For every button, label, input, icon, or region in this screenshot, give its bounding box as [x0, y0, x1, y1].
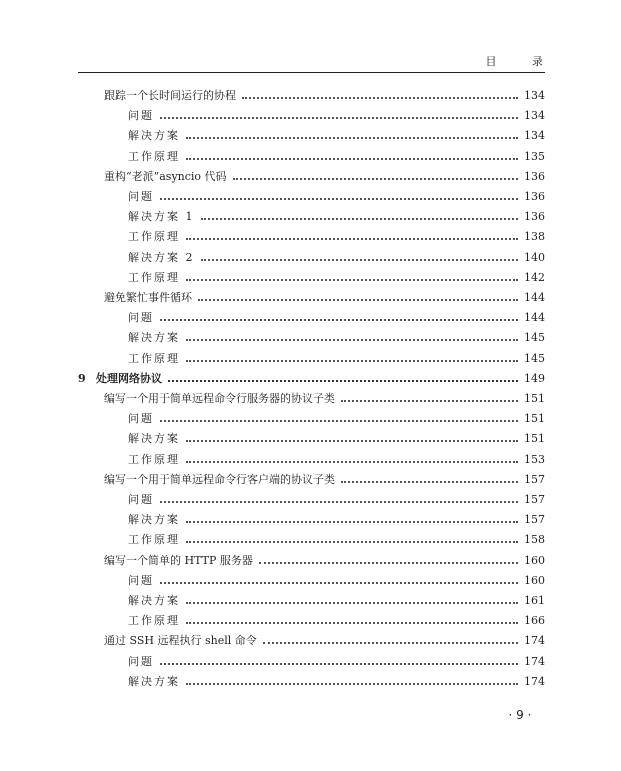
toc-page-number: 166	[524, 614, 545, 628]
dot-leader	[242, 96, 518, 99]
dot-leader	[160, 500, 518, 503]
toc-subsection-entry[interactable]	[128, 591, 545, 611]
toc-subsection-entry[interactable]	[128, 490, 545, 510]
dot-leader	[160, 318, 518, 321]
dot-leader	[186, 682, 518, 685]
toc-subsection-entry[interactable]	[128, 308, 545, 328]
toc-section-entry[interactable]	[104, 631, 545, 651]
toc-entry-label: 解决方案 1	[128, 210, 195, 224]
toc-chapter-entry[interactable]	[78, 369, 545, 389]
toc-subsection-entry[interactable]	[128, 530, 545, 550]
toc-page-number: 160	[524, 553, 545, 567]
toc-entry-label: 工作原理	[128, 452, 180, 466]
toc-subsection-entry[interactable]	[128, 571, 545, 591]
toc-section-entry[interactable]	[104, 551, 545, 571]
toc-entry-label: 重构“老派”asyncio 代码	[104, 169, 227, 183]
toc-entry-label: 解决方案	[128, 513, 180, 527]
dot-leader	[186, 601, 518, 604]
toc-entry-label: 通过 SSH 远程执行 shell 命令	[104, 634, 257, 648]
dot-leader	[201, 258, 519, 261]
toc-page-number: 157	[524, 493, 545, 506]
toc-subsection-entry[interactable]	[128, 147, 545, 167]
dot-leader	[160, 197, 518, 200]
toc-subsection-entry[interactable]	[128, 207, 545, 227]
toc-entry-label: 问题	[128, 493, 154, 506]
toc-entry-label: 解决方案	[128, 331, 180, 345]
toc-page-number: 157	[524, 472, 545, 486]
toc-subsection-entry[interactable]	[128, 349, 545, 369]
toc-subsection-entry[interactable]	[128, 429, 545, 449]
toc-entry-label: 问题	[128, 190, 154, 203]
dot-leader	[186, 338, 518, 341]
toc-entry-label: 工作原理	[128, 351, 180, 365]
toc-subsection-entry[interactable]	[128, 652, 545, 672]
toc-page-number: 145	[524, 351, 545, 365]
toc-section-entry[interactable]	[104, 470, 545, 490]
toc-entry-label: 问题	[128, 654, 154, 668]
toc-subsection-entry[interactable]	[128, 510, 545, 530]
toc-page-number: 138	[524, 230, 545, 244]
dot-leader	[160, 662, 518, 665]
toc-section-entry[interactable]	[104, 288, 545, 308]
toc-page-number: 160	[524, 573, 545, 587]
toc-entry-label: 解决方案	[128, 432, 180, 446]
toc-entry-label: 跟踪一个长时间运行的协程	[104, 89, 236, 102]
toc-entry-label: 问题	[128, 412, 154, 426]
toc-page-number: 174	[524, 674, 545, 688]
toc-entry-label: 工作原理	[128, 230, 180, 244]
toc-page-number: 149	[524, 371, 545, 385]
toc-entry-label: 解决方案 2	[128, 250, 195, 264]
toc-entry-label: 编写一个用于简单远程命令行服务器的协议子类	[104, 392, 335, 405]
dot-leader	[186, 460, 518, 463]
toc-page-number: 151	[524, 432, 545, 446]
running-header	[78, 52, 559, 73]
dot-leader	[186, 520, 518, 523]
toc-entry-label: 工作原理	[128, 149, 180, 163]
toc-subsection-entry[interactable]	[128, 187, 545, 207]
toc-entry-label: 工作原理	[128, 614, 180, 628]
header-title: 目 录	[485, 55, 559, 68]
toc-page-number: 151	[524, 412, 545, 426]
toc-entry-label: 工作原理	[128, 533, 180, 547]
toc-chapter-title: 处理网络协议	[96, 371, 162, 385]
toc-section-entry[interactable]	[104, 389, 545, 409]
toc-entry-label: 解决方案	[128, 594, 180, 607]
toc-page-number: 145	[524, 331, 545, 345]
dot-leader	[259, 561, 518, 564]
toc-page-number: 136	[524, 169, 545, 183]
toc-page-number: 134	[524, 109, 545, 123]
toc-page-number: 174	[524, 654, 545, 668]
toc-page-number: 161	[524, 594, 545, 607]
dot-leader	[160, 419, 518, 422]
dot-leader	[198, 298, 518, 301]
toc-page-number: 174	[524, 634, 545, 648]
dot-leader	[186, 157, 518, 160]
toc-page-number: 134	[524, 89, 545, 102]
toc-entry-label: 问题	[128, 109, 154, 123]
toc-page-number: 157	[524, 513, 545, 527]
toc-section-entry[interactable]	[104, 167, 545, 187]
toc-page-number: 135	[524, 149, 545, 163]
dot-leader	[341, 399, 518, 402]
toc-page-number: 136	[524, 190, 545, 203]
toc-page-number: 153	[524, 452, 545, 466]
toc-entry-label	[78, 369, 168, 389]
toc-subsection-entry[interactable]	[128, 409, 545, 429]
toc-page-number: 142	[524, 270, 545, 284]
toc-subsection-entry[interactable]	[128, 611, 545, 631]
dot-leader	[186, 278, 518, 281]
toc-entry-label: 避免繁忙事件循环	[104, 291, 192, 304]
toc-page-number: 158	[524, 533, 545, 547]
dot-leader	[186, 237, 518, 240]
dot-leader	[233, 177, 518, 180]
dot-leader	[263, 641, 518, 644]
toc-entry-label: 解决方案	[128, 674, 180, 688]
dot-leader	[186, 359, 518, 362]
dot-leader	[168, 379, 518, 382]
dot-leader	[341, 480, 518, 483]
toc-page-number: 136	[524, 210, 545, 224]
toc-page-number: 144	[524, 291, 545, 304]
toc-page-number: 140	[524, 250, 545, 264]
toc-entry-label: 工作原理	[128, 270, 180, 284]
dot-leader	[160, 116, 518, 119]
toc-chapter-number: 9	[78, 371, 86, 385]
toc-subsection-entry[interactable]	[128, 328, 545, 348]
toc-entry-label: 解决方案	[128, 129, 180, 143]
toc-entry-label: 问题	[128, 573, 154, 587]
dot-leader	[186, 621, 518, 624]
toc-entry-label: 编写一个简单的 HTTP 服务器	[104, 553, 253, 567]
dot-leader	[160, 581, 518, 584]
dot-leader	[201, 217, 519, 220]
toc-entry-label: 编写一个用于简单远程命令行客户端的协议子类	[104, 472, 335, 486]
toc-subsection-entry[interactable]	[128, 248, 545, 268]
toc-subsection-entry[interactable]	[128, 450, 545, 470]
dot-leader	[186, 439, 518, 442]
toc-page-number: 151	[524, 392, 545, 405]
toc-subsection-entry[interactable]	[128, 672, 545, 692]
dot-leader	[186, 136, 518, 139]
toc-subsection-entry[interactable]	[128, 106, 545, 126]
toc-subsection-entry[interactable]	[128, 268, 545, 288]
toc-page-number: 134	[524, 129, 545, 143]
toc-subsection-entry[interactable]	[128, 227, 545, 247]
dot-leader	[186, 540, 518, 543]
toc-section-entry[interactable]	[104, 86, 545, 106]
page-number: · 9 ·	[508, 708, 532, 722]
toc-entry-label: 问题	[128, 311, 154, 325]
toc-page-number: 144	[524, 311, 545, 325]
toc-subsection-entry[interactable]	[128, 126, 545, 146]
